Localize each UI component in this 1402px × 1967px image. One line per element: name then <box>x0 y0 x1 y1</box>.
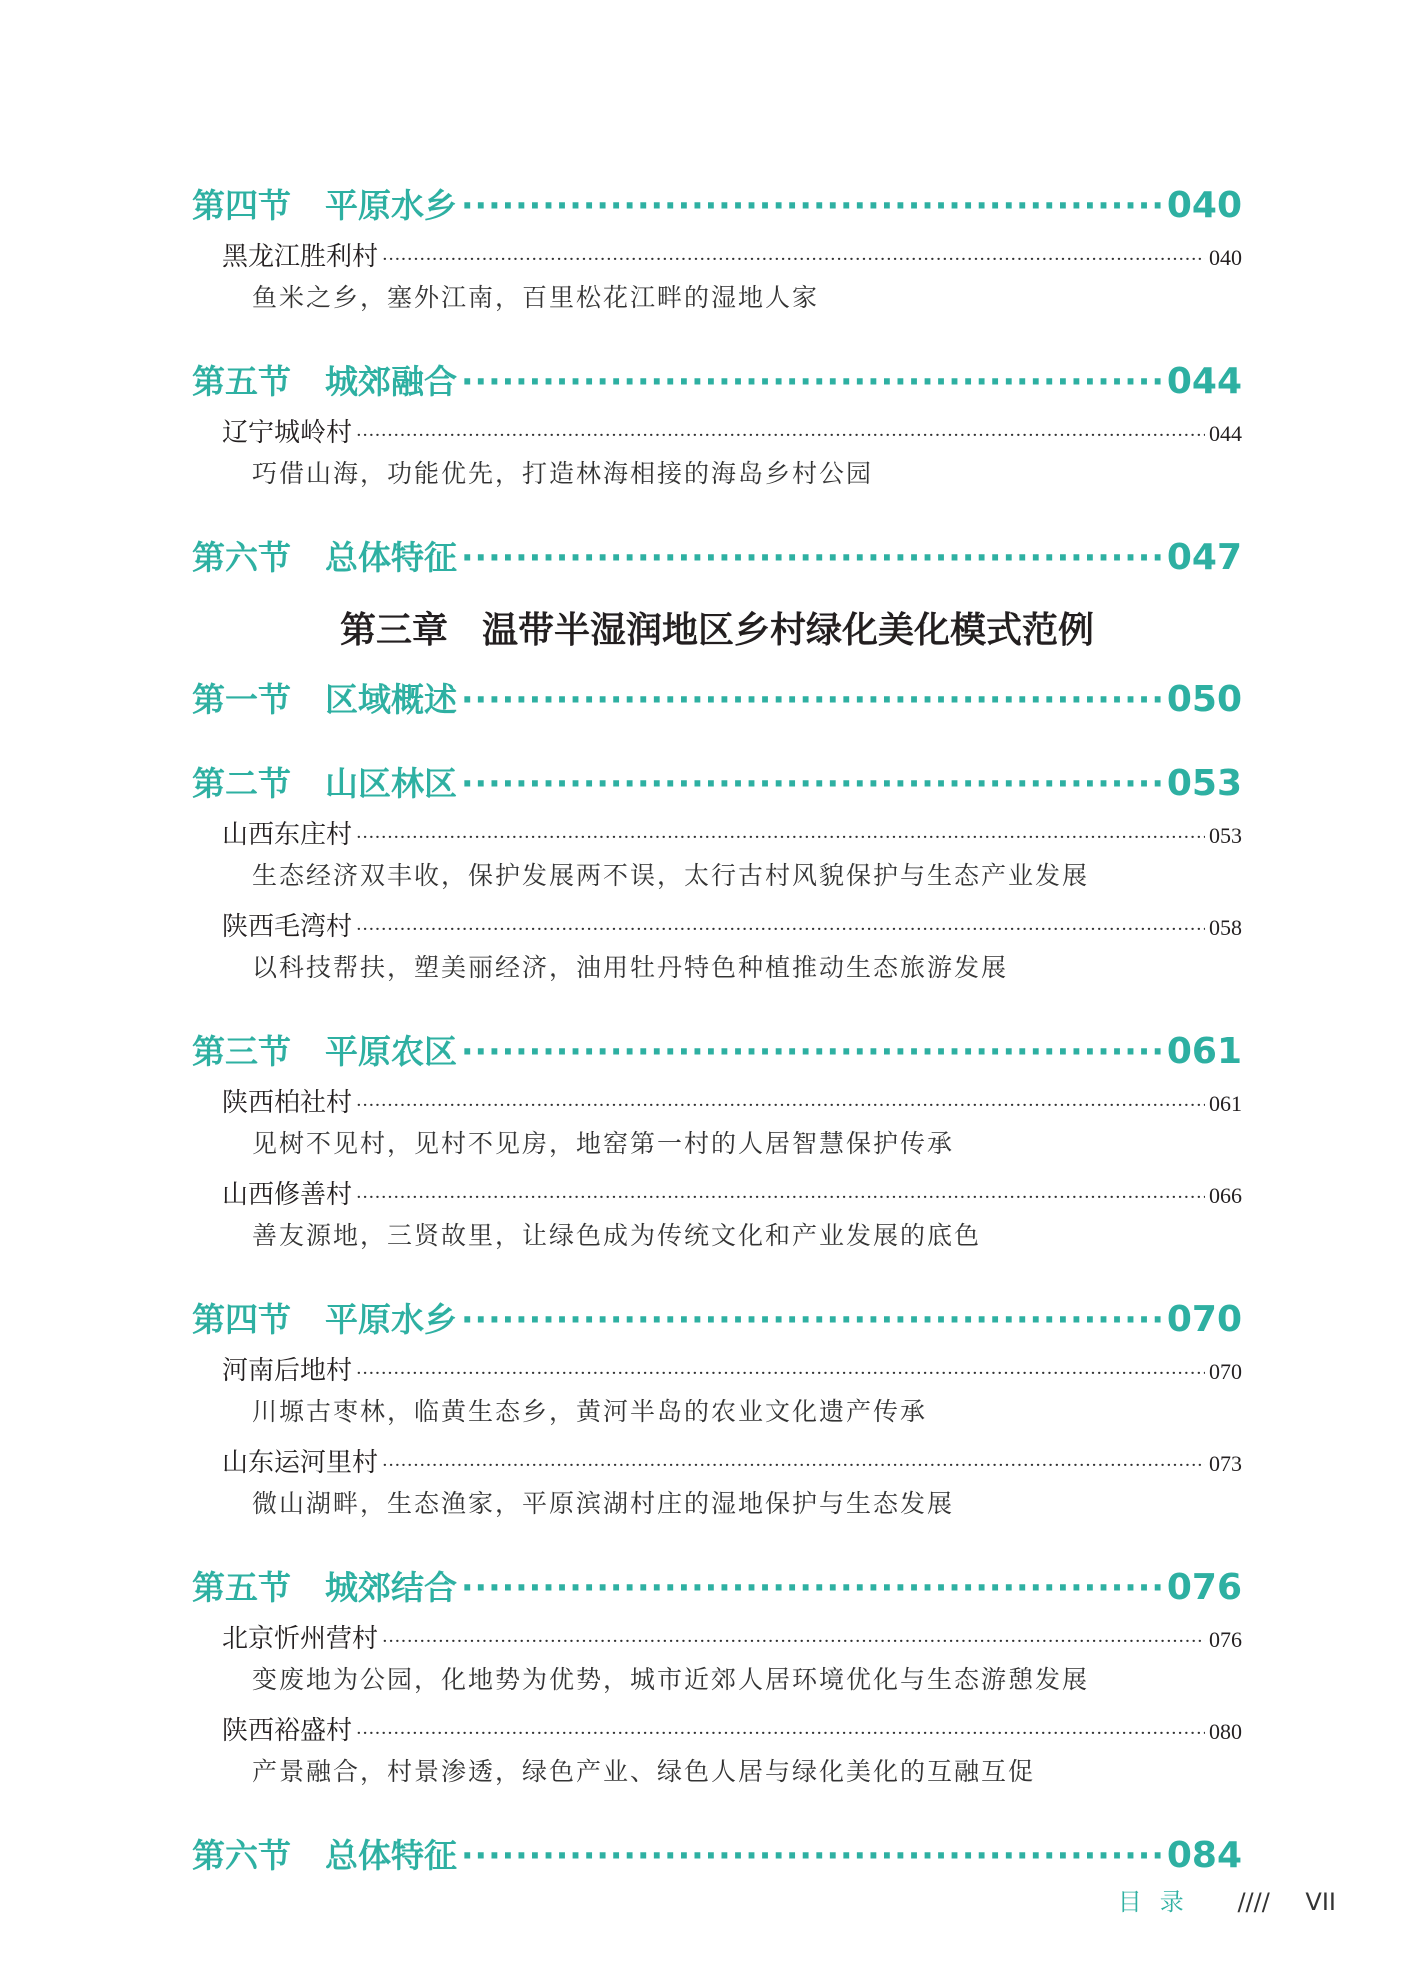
entry-page-number: 040 <box>1209 245 1242 270</box>
entry-page-number: 053 <box>1209 823 1242 848</box>
dot-leader <box>382 1455 1205 1476</box>
dot-leader <box>461 1836 1163 1875</box>
entry-description: 生态经济双丰收，保护发展两不误，太行古村风貌保护与生态产业发展 <box>252 861 1090 890</box>
entry-page-number: 073 <box>1209 1451 1242 1476</box>
section-title: 城郊融合 <box>325 362 457 401</box>
section-title: 总体特征 <box>325 538 457 577</box>
dot-leader <box>461 680 1163 719</box>
toc-entry[interactable] <box>192 1618 1242 1660</box>
dot-leader <box>356 1363 1205 1384</box>
entry-description: 善友源地，三贤故里，让绿色成为传统文化和产业发展的底色 <box>252 1221 982 1250</box>
toc-entry[interactable] <box>192 906 1242 948</box>
page-footer <box>1118 1882 1336 1917</box>
section-page-number: 047 <box>1166 537 1242 578</box>
dot-leader <box>356 1723 1205 1744</box>
dot-leader <box>461 1568 1163 1607</box>
section-label: 第四节 <box>192 186 291 225</box>
entry-title: 辽宁城岭村 <box>222 418 353 448</box>
dot-leader <box>461 362 1163 401</box>
entry-page-number: 076 <box>1209 1627 1242 1652</box>
entry-page-number: 044 <box>1209 421 1242 446</box>
section-title: 平原农区 <box>325 1032 457 1071</box>
entry-description: 鱼米之乡，塞外江南，百里松花江畔的湿地人家 <box>252 283 820 312</box>
section-page-number: 070 <box>1166 1299 1242 1340</box>
section-label: 第一节 <box>192 680 291 719</box>
section-page-number: 053 <box>1166 763 1242 804</box>
entry-title: 北京忻州营村 <box>222 1624 379 1654</box>
entry-title: 黑龙江胜利村 <box>222 242 379 272</box>
chapter-title: 温带半湿润地区乡村绿化美化模式范例 <box>482 609 1095 651</box>
footer-title: 目录 <box>1117 1888 1202 1916</box>
section-page-number: 040 <box>1166 185 1242 226</box>
toc-section[interactable] <box>192 1830 1242 1886</box>
section-page-number: 044 <box>1166 361 1242 402</box>
toc-entry[interactable] <box>192 1082 1242 1124</box>
footer-page-number: VII <box>1305 1888 1336 1916</box>
toc-section[interactable] <box>192 1026 1242 1082</box>
entry-page-number: 066 <box>1209 1183 1242 1208</box>
section-page-number: 050 <box>1166 679 1242 720</box>
section-page-number: 084 <box>1166 1835 1242 1876</box>
toc-entry[interactable] <box>192 1174 1242 1216</box>
entry-title: 陕西柏社村 <box>222 1088 353 1118</box>
section-label: 第二节 <box>192 764 291 803</box>
toc-entry[interactable] <box>192 1710 1242 1752</box>
section-label: 第三节 <box>192 1032 291 1071</box>
section-label: 第四节 <box>192 1300 291 1339</box>
entry-page-number: 070 <box>1209 1359 1242 1384</box>
dot-leader <box>356 1095 1205 1116</box>
dot-leader <box>382 1631 1205 1652</box>
section-label: 第六节 <box>192 1836 291 1875</box>
entry-description: 变废地为公园，化地势为优势，城市近郊人居环境优化与生态游憩发展 <box>252 1665 1090 1694</box>
dot-leader <box>356 919 1205 940</box>
entry-page-number: 058 <box>1209 915 1242 940</box>
dot-leader <box>356 827 1205 848</box>
toc-section[interactable] <box>192 1562 1242 1618</box>
dot-leader <box>382 249 1205 270</box>
entry-description: 川塬古枣林，临黄生态乡，黄河半岛的农业文化遗产传承 <box>252 1397 928 1426</box>
dot-leader <box>461 1032 1163 1071</box>
chapter-heading <box>192 594 1242 666</box>
entry-description: 产景融合，村景渗透，绿色产业、绿色人居与绿化美化的互融互促 <box>252 1757 1036 1786</box>
chapter-label: 第三章 <box>339 609 448 651</box>
toc-section[interactable] <box>192 674 1242 730</box>
entry-title: 山西修善村 <box>222 1180 353 1210</box>
section-title: 山区林区 <box>325 764 457 803</box>
entry-title: 山东运河里村 <box>222 1448 379 1478</box>
section-page-number: 076 <box>1166 1567 1242 1608</box>
toc-section[interactable] <box>192 1294 1242 1350</box>
entry-description: 巧借山海，功能优先，打造林海相接的海岛乡村公园 <box>252 459 874 488</box>
toc-entry[interactable] <box>192 814 1242 856</box>
section-title: 城郊结合 <box>325 1568 457 1607</box>
toc-section[interactable] <box>192 356 1242 412</box>
dot-leader <box>461 538 1163 577</box>
dot-leader <box>356 425 1205 446</box>
dot-leader <box>356 1187 1205 1208</box>
section-label: 第五节 <box>192 1568 291 1607</box>
toc-section[interactable] <box>192 758 1242 814</box>
section-title: 平原水乡 <box>325 186 457 225</box>
dot-leader <box>461 1300 1163 1339</box>
dot-leader <box>461 186 1163 225</box>
table-of-contents <box>192 180 1242 1886</box>
footer-marks: //// <box>1237 1888 1270 1916</box>
toc-entry[interactable] <box>192 236 1242 278</box>
section-page-number: 061 <box>1166 1031 1242 1072</box>
toc-section[interactable] <box>192 180 1242 236</box>
section-title: 平原水乡 <box>325 1300 457 1339</box>
toc-entry[interactable] <box>192 412 1242 454</box>
entry-title: 山西东庄村 <box>222 820 353 850</box>
toc-section[interactable] <box>192 532 1242 588</box>
dot-leader <box>461 764 1163 803</box>
entry-description: 以科技帮扶，塑美丽经济，油用牡丹特色种植推动生态旅游发展 <box>252 953 1009 982</box>
entry-page-number: 061 <box>1209 1091 1242 1116</box>
entry-title: 河南后地村 <box>222 1356 353 1386</box>
section-title: 区域概述 <box>325 680 457 719</box>
section-title: 总体特征 <box>325 1836 457 1875</box>
entry-description: 见树不见村，见村不见房，地窑第一村的人居智慧保护传承 <box>252 1129 955 1158</box>
toc-entry[interactable] <box>192 1442 1242 1484</box>
toc-entry[interactable] <box>192 1350 1242 1392</box>
entry-page-number: 080 <box>1209 1719 1242 1744</box>
entry-title: 陕西裕盛村 <box>222 1716 353 1746</box>
section-label: 第五节 <box>192 362 291 401</box>
entry-description: 微山湖畔，生态渔家，平原滨湖村庄的湿地保护与生态发展 <box>252 1489 955 1518</box>
section-label: 第六节 <box>192 538 291 577</box>
entry-title: 陕西毛湾村 <box>222 912 353 942</box>
